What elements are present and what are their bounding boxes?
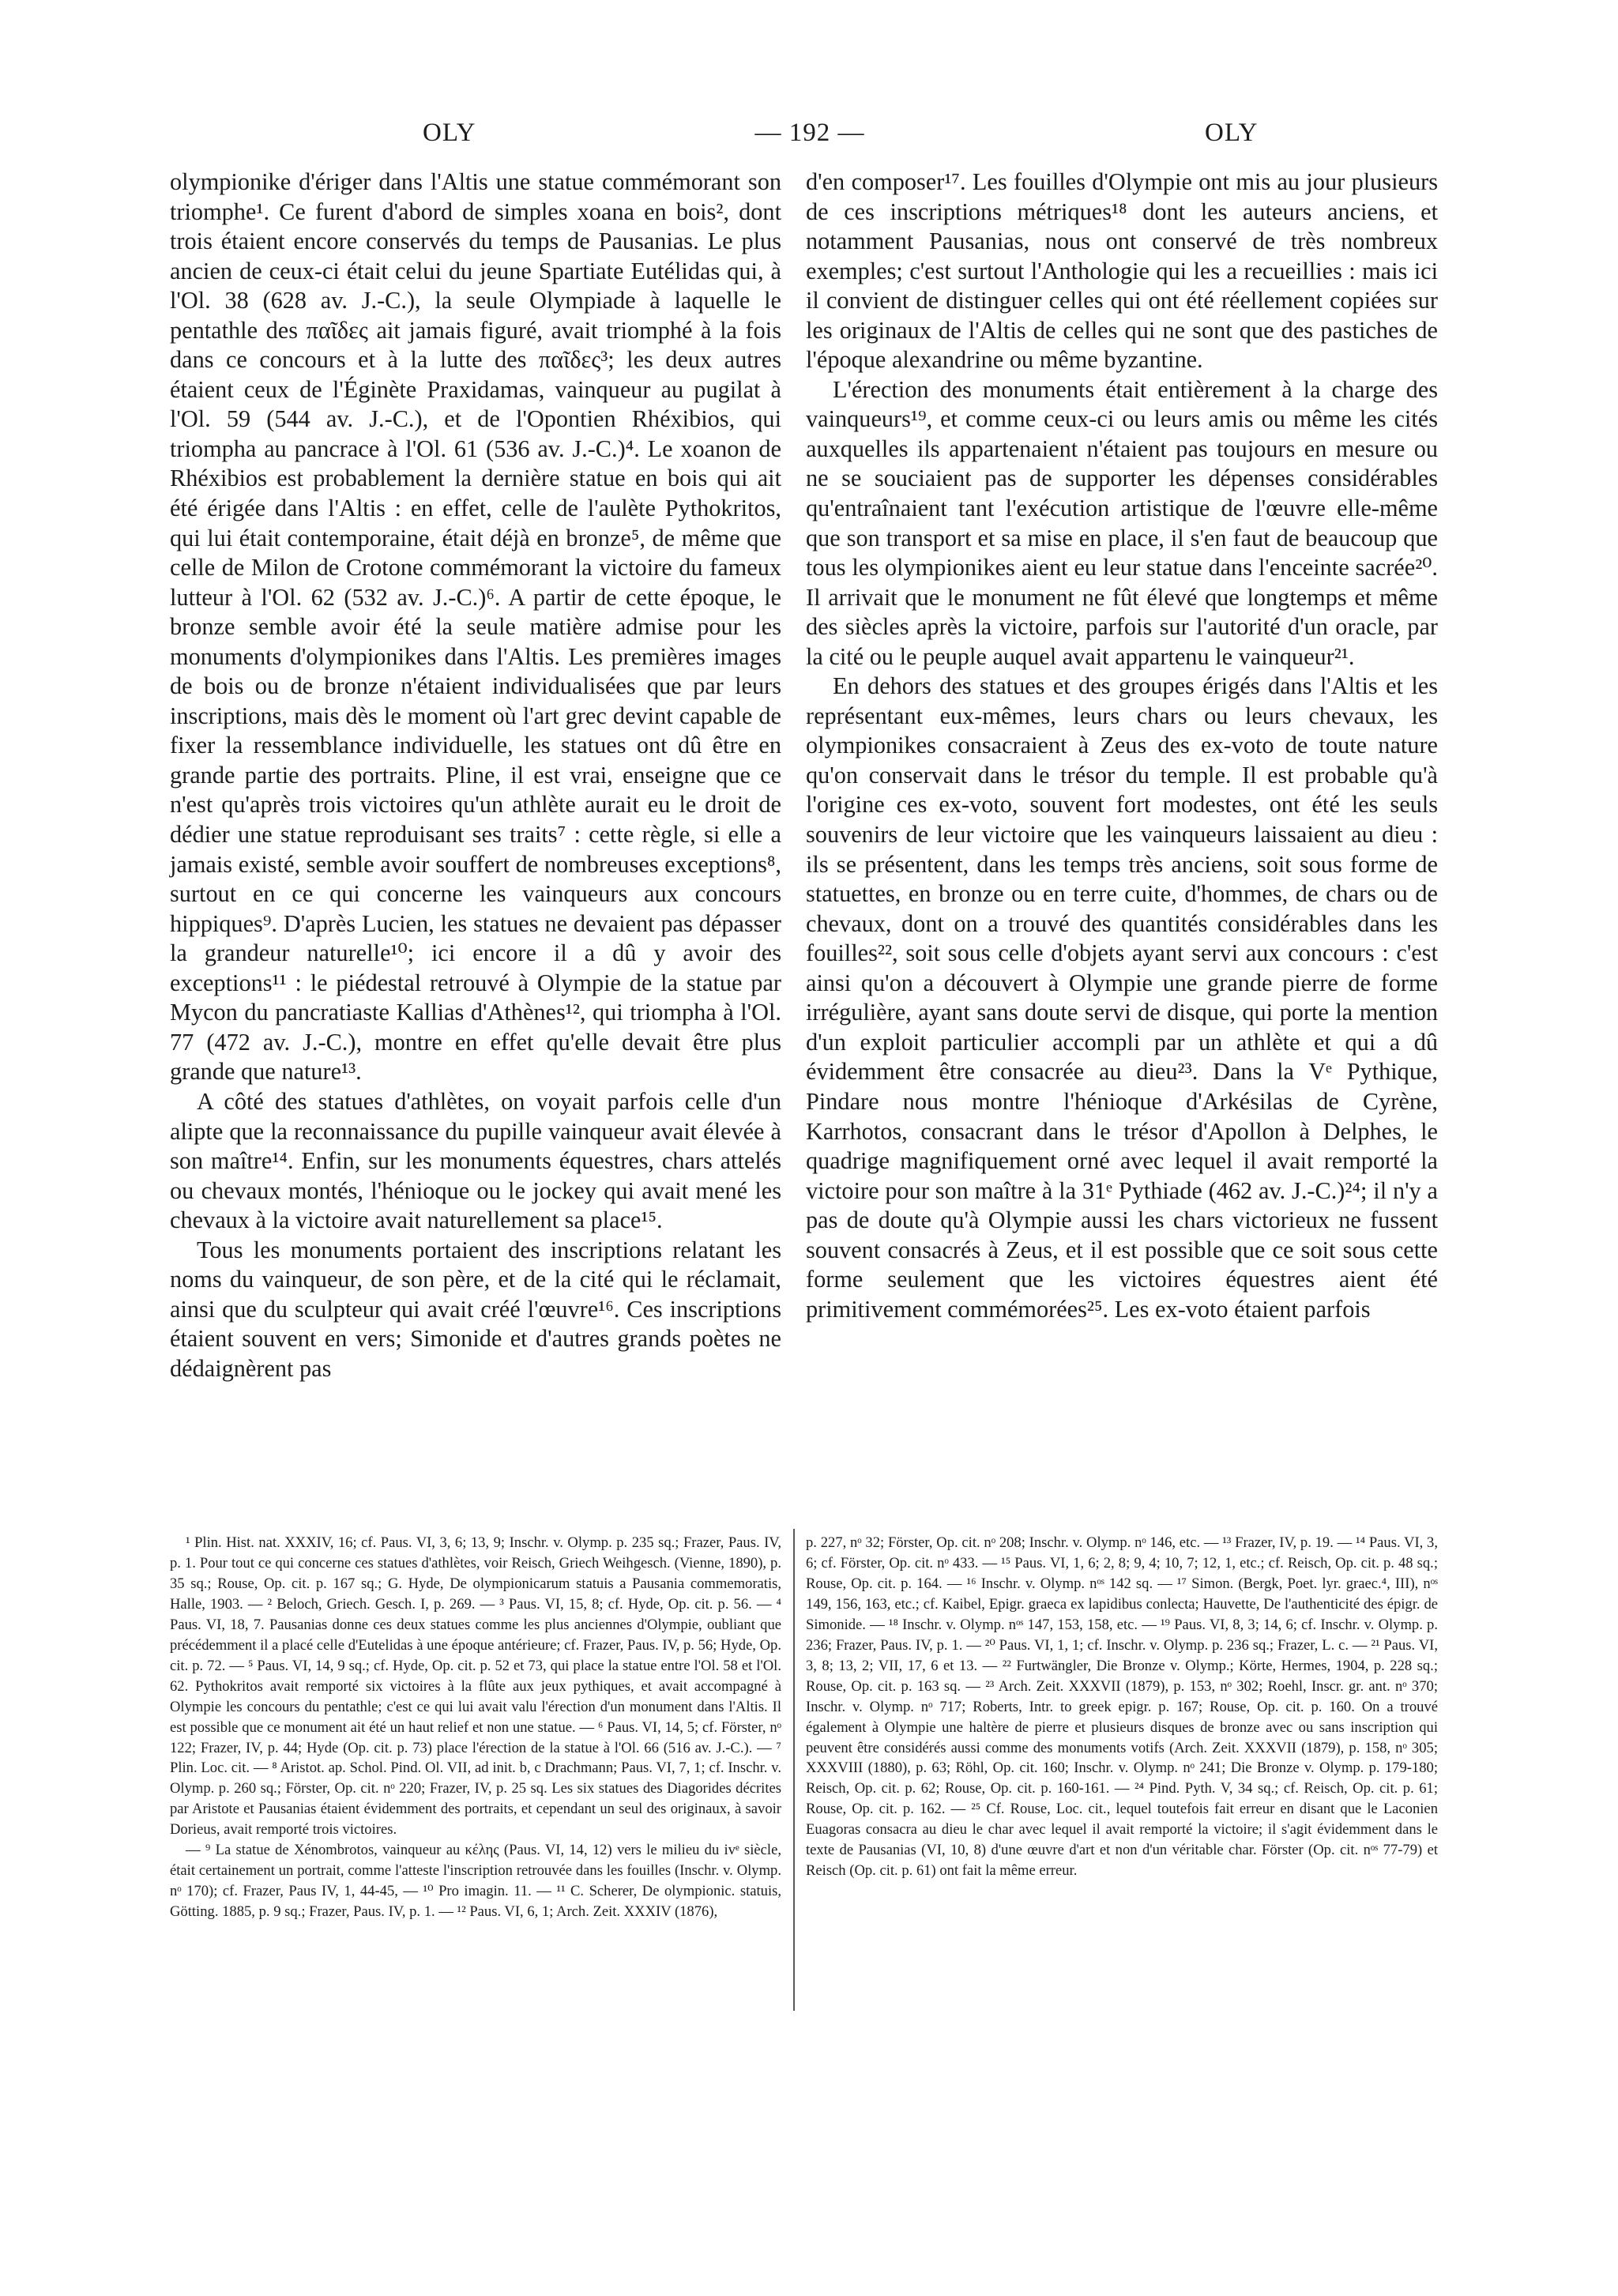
paragraph: A côté des statues d'athlètes, on voyait parfois celle d'un alipte que la reconnaissance du pupille vainqueur avait élevée à son maître¹⁴. Enfin, sur les monuments équestres, chars attelés ou chevaux montés, l'hénioque ou le jockey qui avait mené les chevaux à la victoire avait naturellement sa place¹⁵. bbox=[170, 1087, 781, 1234]
paragraph: En dehors des statues et des groupes érigés dans l'Altis et les représentant eux-mêmes, leurs chars ou leurs chevaux, les olympionikes consacraient à Zeus des ex-voto de toute nature qu'on conservait dans le trésor du temple. Il est probable qu'à l'origine ces ex-voto, souvent fort modestes, ont été les seuls souvenirs de leur victoire que les vainqueurs laissaient au dieu : ils se présentent, dans les temps très anciens, soit sous forme de statuettes, en bronze ou en terre cuite, d'hommes, de chars ou de chevaux, dont on a trouvé des quantités considérables dans les fouilles²², soit sous celle d'objets ayant servi aux concours : c'est ainsi qu'on a découvert à Olympie une grande pierre de forme irrégulière, ayant sans doute servi de disque, qui porte la mention d'un exploit particulier accompli par un athlète et qui a dû évidemment être consacrée au dieu²³. Dans la Vᵉ Pythique, Pindare nous montre l'hénioque d'Arkésilas de Cyrène, Karrhotos, consacrant dans le trésor d'Apollon à Delphes, le quadrige magnifiquement orné avec lequel il avait remporté la victoire pour son maître à la 31ᵉ Pythiade (462 av. J.-C.)²⁴; il n'y a pas de doute qu'à Olympie aussi les chars victorieux ne fussent souvent consacrés à Zeus, et il est possible que ce soit sous cette forme seulement que les victoires équestres aient été primitivement commémorées²⁵. Les ex-voto étaient parfois bbox=[806, 672, 1438, 1323]
paragraph: L'érection des monuments était entièrement à la charge des vainqueurs¹⁹, et comme ceux-ci ou leurs amis ou même les cités auxquelles ils appartenaient n'étaient pas toujours en mesure ou ne se souciaient pas de supporter les dépenses considérables qu'entraînaient tant l'exécution artistique de l'œuvre elle-même que son transport et sa mise en place, il s'en faut de beaucoup que tous les olympionikes aient eu leur statue dans l'enceinte sacrée²⁰. Il arrivait que le monument ne fût élevé que longtemps et même des siècles après la victoire, parfois sur l'autorité d'un oracle, par la cité ou le peuple auquel avait appartenu le vainqueur²¹. bbox=[806, 375, 1438, 670]
page-number: — 192 — bbox=[754, 119, 865, 147]
right-text-column bbox=[806, 167, 1438, 1324]
left-text-column bbox=[170, 167, 781, 1383]
footnotes-left bbox=[170, 1533, 781, 1922]
paragraph: olympionike d'ériger dans l'Altis une statue commémorant son triomphe¹. Ce furent d'abord de simples xoana en bois², dont trois étaient encore conservés du temps de Pausanias. Le plus ancien de ceux-ci était celui du jeune Spartiate Eutélidas qui, à l'Ol. 38 (628 av. J.-C.), la seule Olympiade à laquelle le pentathle des παῖδες ait jamais figuré, avait triomphé à la fois dans ce concours et à la lutte des παῖδες³; les deux autres étaient ceux de l'Éginète Praxidamas, vainqueur au pugilat à l'Ol. 59 (544 av. J.-C.), et de l'Opontien Rhéxibios, qui triompha au pancrace à l'Ol. 61 (536 av. J.-C.)⁴. Le xoanon de Rhéxibios est probablement la dernière statue en bois qui ait été érigée dans l'Altis : en effet, celle de l'aulète Pythokritos, qui lui était contemporaine, était déjà en bronze⁵, de même que celle de Milon de Crotone commémorant la victoire du fameux lutteur à l'Ol. 62 (532 av. J.-C.)⁶. A partir de cette époque, le bronze semble avoir été la seule matière admise pour les monuments d'olympionikes dans l'Altis. Les premières images de bois ou de bronze n'étaient individualisées que par leurs inscriptions, mais dès le moment où l'art grec devint capable de fixer la ressemblance individuelle, les statues ont dû être en grande partie des portraits. Pline, il est vrai, enseigne que ce n'est qu'après trois victoires qu'un athlète aurait eu le droit de dédier une statue reproduisant ses traits⁷ : cette règle, si elle a jamais existé, semble avoir souffert de nombreuses exceptions⁸, surtout en ce qui concerne les vainqueurs aux concours hippiques⁹. D'après Lucien, les statues ne devaient pas dépasser la grandeur naturelle¹⁰; ici encore il a dû y avoir des exceptions¹¹ : le piédestal retrouvé à Olympie de la statue par Mycon du pancratiaste Kallias d'Athènes¹², qui triompha à l'Ol. 77 (472 av. J.-C.), montre en effet qu'elle devait être plus grande que nature¹³. bbox=[170, 168, 781, 1086]
paragraph: d'en composer¹⁷. Les fouilles d'Olympie ont mis au jour plusieurs de ces inscriptions métriques¹⁸ dont les auteurs anciens, et notamment Pausanias, nous ont conservé de très nombreux exemples; c'est surtout l'Anthologie qui les a recueillies : mais ici il convient de distinguer celles qui ont été réellement copiées sur les originaux de l'Altis de celles qui ne sont que des pastiches de l'époque alexandrine ou même byzantine. bbox=[806, 168, 1438, 374]
footnotes-right bbox=[806, 1533, 1438, 1881]
footnote-block: p. 227, nᵒ 32; Förster, Op. cit. nᵒ 208; Inschr. v. Olymp. nᵒ 146, etc. — ¹³ Frazer, IV, p. 19. — ¹⁴ Paus. VI, 3, 6; cf. Förster, Op. cit. nᵒ 433. — ¹⁵ Paus. VI, 1, 6; 2, 8; 9, 4; 10, 7; 12, 1, etc.; cf. Reisch, Op. cit. p. 48 sq.; Rouse, Op. cit. p. 164. — ¹⁶ Inschr. v. Olymp. nᵒˢ 142 sq. — ¹⁷ Simon. (Bergk, Poet. lyr. graec.⁴, III), nᵒˢ 149, 156, 163, etc.; cf. Kaibel, Epigr. graeca ex lapidibus conlecta; Hauvette, De l'authenticité des épigr. de Simonide. — ¹⁸ Inschr. v. Olymp. nᵒˢ 147, 153, 158, etc. — ¹⁹ Paus. VI, 8, 3; 14, 6; cf. Inschr. v. Olymp. p. 236; Frazer, Paus. IV, p. 1. — ²⁰ Paus. VI, 1, 1; cf. Inschr. v. Olymp. p. 236 sq.; Frazer, L. c. — ²¹ Paus. VI, 3, 8; 13, 2; VII, 17, 6 et 13. — ²² Furtwängler, Die Bronze v. Olymp.; Körte, Hermes, 1904, p. 228 sq.; Rouse, Op. cit. p. 163 sq. — ²³ Arch. Zeit. XXXVII (1879), p. 153, nᵒ 302; Roehl, Inscr. gr. ant. nᵒ 370; Inschr. v. Olymp. nᵒ 717; Roberts, Intr. to greek epigr. p. 167; Rouse, Op. cit. p. 160. On a trouvé également à Olympie une haltère de pierre et plusieurs disques de bronze avec ou sans inscription qui peuvent être considérés aussi comme des monuments votifs (Arch. Zeit. XXXVII (1879), p. 158, nᵒ 305; XXXVIII (1880), p. 63; Röhl, Op. cit. 160; Inschr. v. Olymp. nᵒ 241; Die Bronze v. Olymp. p. 179-180; Reisch, Op. cit. p. 62; Rouse, Op. cit. p. 160-161. — ²⁴ Pind. Pyth. V, 34 sq.; cf. Reisch, Op. cit. p. 61; Rouse, Op. cit. p. 162. — ²⁵ Cf. Rouse, Loc. cit., lequel toutefois fait erreur en disant que le Laconien Euagoras consacra au dieu le char avec lequel il avait remporté la victoire; il s'agit évidemment dans le texte de Pausanias (VI, 10, 8) d'une œuvre d'art et non d'un véritable char. Förster (Op. cit. nᵒˢ 77-79) et Reisch (Op. cit. p. 61) ont fait la même erreur. bbox=[806, 1534, 1438, 1880]
running-header bbox=[170, 119, 1450, 158]
header-right-title: OLY bbox=[1205, 119, 1259, 147]
paragraph: Tous les monuments portaient des inscriptions relatant les noms du vainqueur, de son père, et de la cité qui le réclamait, ainsi que du sculpteur qui avait créé l'œuvre¹⁶. Ces inscriptions étaient souvent en vers; Simonide et d'autres grands poètes ne dédaignèrent pas bbox=[170, 1236, 781, 1382]
header-left-title: OLY bbox=[423, 119, 476, 147]
footnote-column-divider bbox=[793, 1529, 795, 2011]
footnote-block: ¹ Plin. Hist. nat. XXXIV, 16; cf. Paus. VI, 3, 6; 13, 9; Inschr. v. Olymp. p. 235 sq.; Frazer, Paus. IV, p. 1. Pour tout ce qui concerne ces statues d'athlètes, voir Reisch, Griech Weihgesch. (Vienne, 1890), p. 35 sq.; Rouse, Op. cit. p. 167 sq.; G. Hyde, De olympionicarum statuis a Pausania commemoratis, Halle, 1903. — ² Beloch, Griech. Gesch. I, p. 269. — ³ Paus. VI, 15, 8; cf. Hyde, Op. cit. p. 56. — ⁴ Paus. VI, 18, 7. Pausanias donne ces deux statues comme les plus anciennes d'Olympie, oubliant que précédemment il a placé celle d'Eutelidas à une époque antérieure; cf. Frazer, Paus. IV, p. 56; Hyde, Op. cit. p. 72. — ⁵ Paus. VI, 14, 9 sq.; cf. Hyde, Op. cit. p. 52 et 73, qui place la statue entre l'Ol. 58 et l'Ol. 62. Pythokritos avait remporté six victoires à la flûte aux jeux pythiques, et avait accompagné à Olympie les concours du pentathle; c'est ce qui lui avait valu l'érection d'un monument dans l'Altis. Il est possible que ce monument ait été un haut relief et non une statue. — ⁶ Paus. VI, 14, 5; cf. Förster, nᵒ 122; Frazer, IV, p. 44; Hyde (Op. cit. p. 73) place l'érection de la statue à l'Ol. 66 (516 av. J.-C.). — ⁷ Plin. Loc. cit. — ⁸ Aristot. ap. Schol. Pind. Ol. VII, ad init. b, c Drachmann; Paus. VI, 7, 1; cf. Inschr. v. Olymp. p. 260 sq.; Förster, Op. cit. nᵒ 220; Frazer, IV, p. 25 sq. Les six statues des Diagorides décrites par Aristote et Pausanias étaient évidemment des portraits, et cependant un seul des originaux, à savoir Dorieus, avait remporté trois victoires. bbox=[170, 1534, 781, 1839]
footnote-block: — ⁹ La statue de Xénombrotos, vainqueur au κέλης (Paus. VI, 14, 12) vers le milieu du ivᵉ siècle, était certainement un portrait, comme l'atteste l'inscription retrouvée dans les fouilles (Inschr. v. Olymp. nᵒ 170); cf. Frazer, Paus IV, 1, 44-45, — ¹⁰ Pro imagin. 11. — ¹¹ C. Scherer, De olympionic. statuis, Götting. 1885, p. 9 sq.; Frazer, Paus. IV, p. 1. — ¹² Paus. VI, 6, 1; Arch. Zeit. XXXIV (1876), bbox=[170, 1842, 781, 1921]
